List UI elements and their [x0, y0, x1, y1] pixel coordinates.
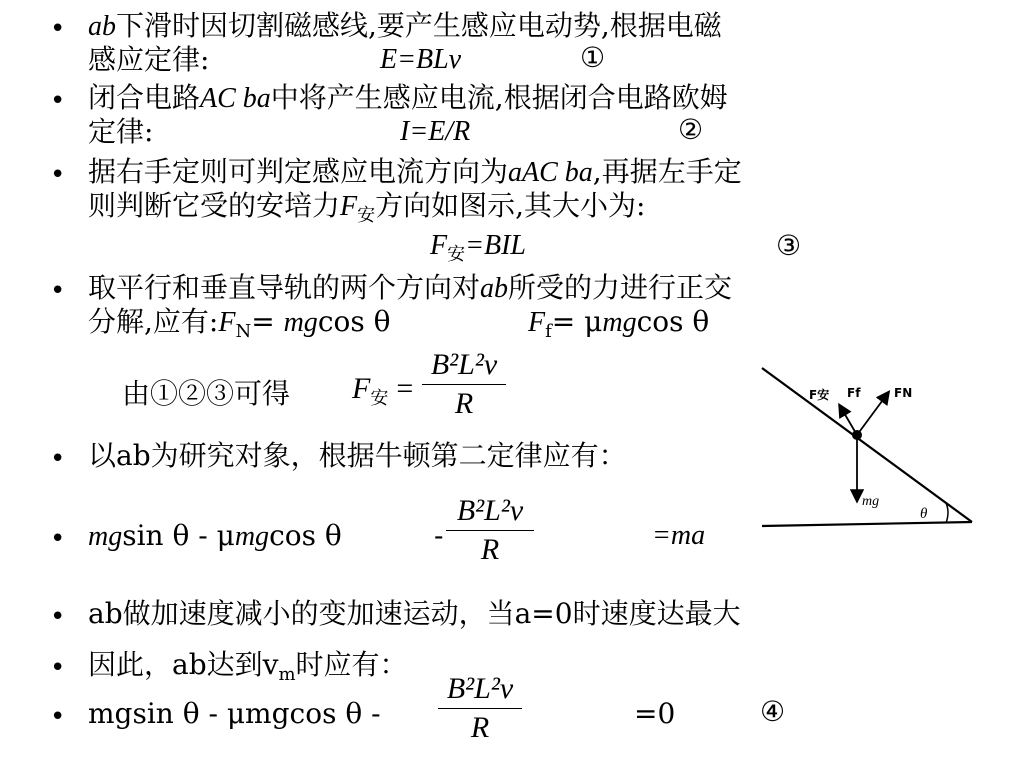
- derive-lhs: $F_安$ =: [352, 372, 414, 408]
- bullet-9-dot: •: [50, 702, 66, 732]
- bullet-2-line-2: 定律:: [88, 115, 154, 148]
- final-rhs: =0: [634, 697, 676, 730]
- angle-arc: [946, 503, 948, 523]
- bullet-2-dot: •: [50, 86, 66, 116]
- final-denominator: R: [470, 711, 490, 744]
- equation-number-1: ①: [580, 41, 606, 74]
- derive-text: 由①②③可得: [122, 377, 291, 410]
- equation-ohm: I=E/R: [400, 116, 471, 147]
- mg-label: mg: [862, 494, 880, 509]
- equation-number-3: ③: [776, 229, 802, 262]
- bullet-4-dot: •: [50, 276, 66, 306]
- equation-number-4: ④: [760, 695, 786, 728]
- bullet-1-line-1: ab下滑时因切割磁感线,要产生感应电动势,根据电磁: [88, 9, 722, 42]
- bullet-5-dot: •: [50, 444, 66, 474]
- bullet-4-line-2: 分解,应有$:F_N= mgcos$ θ: [88, 305, 391, 342]
- theta-label: θ: [920, 506, 928, 522]
- final-numerator: B²L²v: [446, 672, 514, 705]
- bullet-8-dot: •: [50, 653, 66, 683]
- hence-text: 因此，ab达到$v_m$时应有：: [88, 648, 408, 685]
- derive-fraction: [422, 348, 506, 421]
- equation-final: mgsin θ - μmgcos θ -: [88, 697, 381, 730]
- f-normal-label: FN: [894, 386, 913, 400]
- newton-denominator: R: [480, 533, 500, 566]
- bullet-1-line-2: 感应定律:: [88, 43, 210, 76]
- newton-minus: -: [434, 519, 444, 552]
- newton-rhs: =ma: [652, 520, 706, 551]
- equation-friction: $F_f= \mu mgcos$ θ: [528, 305, 710, 342]
- equation-number-2: ②: [678, 113, 704, 146]
- f-ampere-label: F安: [809, 388, 830, 402]
- bullet-1-dot: •: [50, 14, 66, 44]
- derive-denominator: R: [454, 387, 474, 420]
- bullet-3-line-1: 据右手定则可判定感应电流方向为aAC ba,再据左手定: [88, 155, 742, 188]
- bullet-2-line-1: 闭合电路AC ba中将产生感应电流,根据闭合电路欧姆: [88, 81, 728, 114]
- newton-numerator: B²L²v: [456, 494, 524, 527]
- force-diagram: [750, 360, 980, 535]
- bullet-3-line-2: 则判断它受的安培力$F_安$方向如图示,其大小为:: [88, 189, 646, 226]
- newton-fraction: [446, 494, 534, 567]
- decel-text: ab做加速度减小的变加速运动，当a=0时速度达最大: [88, 597, 741, 630]
- bullet-3-dot: •: [50, 160, 66, 190]
- normal-force-arrow: [857, 393, 888, 435]
- ground-line: [762, 522, 972, 526]
- bullet-4-line-1: 取平行和垂直导轨的两个方向对ab所受的力进行正交: [88, 271, 733, 304]
- bullet-7-dot: •: [50, 602, 66, 632]
- equation-emf: E=BLv: [380, 44, 462, 75]
- bullet-6-dot: •: [50, 524, 66, 554]
- derive-numerator: B²L²v: [430, 348, 498, 381]
- newton-text: 以ab为研究对象，根据牛顿第二定律应有：: [88, 439, 627, 472]
- final-fraction: [438, 672, 522, 745]
- equation-newton: mgsin θ - μmgcos θ: [88, 519, 342, 552]
- f-friction-label: Ff: [847, 386, 861, 400]
- equation-ampere: $F_安=BIL$: [430, 230, 527, 264]
